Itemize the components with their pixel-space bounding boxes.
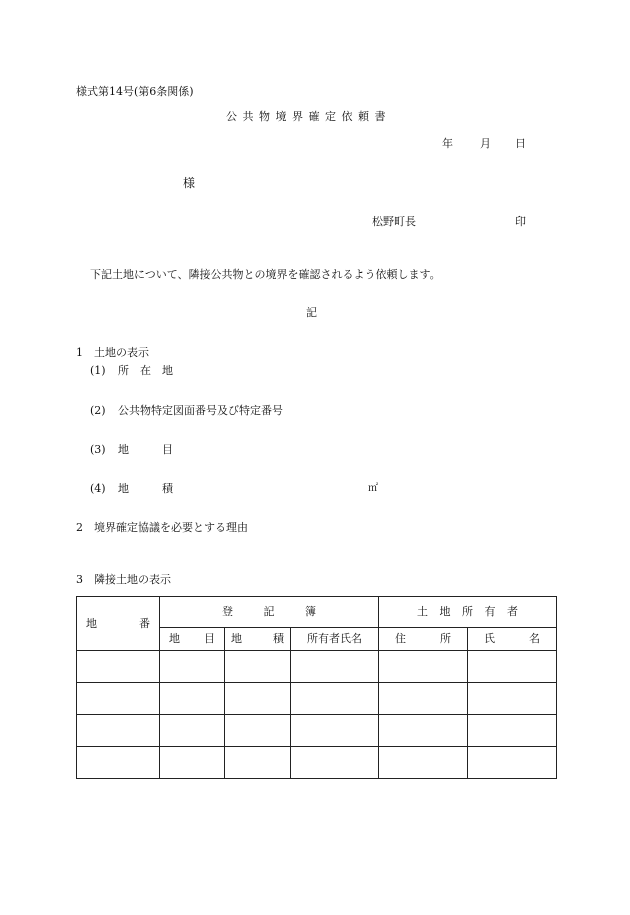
date-month: 月	[480, 137, 491, 150]
table-cell	[291, 715, 379, 747]
table-cell	[291, 747, 379, 779]
header-owner-c: 所	[462, 605, 474, 618]
item3-num: (3)	[90, 443, 106, 456]
header-touki-a: 登	[222, 605, 233, 618]
table-cell	[468, 651, 557, 683]
sender-name: 松野町長	[372, 215, 416, 228]
header-touki	[160, 597, 379, 628]
table-cell	[379, 651, 468, 683]
table-cell	[468, 683, 557, 715]
table-cell	[291, 683, 379, 715]
item1-num: (1)	[90, 364, 106, 377]
section3-heading: 3 隣接土地の表示	[76, 573, 171, 586]
header-address-a: 住	[395, 632, 407, 645]
header-owner-a: 土	[417, 605, 429, 618]
table-cell	[379, 747, 468, 779]
table-cell	[291, 651, 379, 683]
header-owner-name: 所有者氏名	[291, 628, 379, 651]
table-row	[77, 683, 557, 715]
section2-heading: 2 境界確定協議を必要とする理由	[76, 521, 248, 534]
document-title: 公共物境界確定依頼書	[226, 110, 391, 123]
header-chimoku	[160, 628, 225, 651]
table-cell	[77, 651, 160, 683]
table-row	[77, 651, 557, 683]
table-cell	[77, 715, 160, 747]
header-touki-c: 簿	[305, 605, 317, 618]
seal-mark: 印	[515, 215, 526, 228]
item3-label: 地 目	[118, 443, 173, 456]
table-cell	[160, 747, 225, 779]
header-address-b: 所	[440, 632, 452, 645]
item4-num: (4)	[90, 482, 106, 495]
header-chiban-b: 番	[139, 616, 150, 630]
table-cell	[160, 651, 225, 683]
header-shimei	[468, 628, 557, 651]
table-cell	[468, 747, 557, 779]
header-shimei-a: 氏	[484, 632, 496, 645]
date-year: 年	[442, 137, 453, 150]
table-cell	[160, 715, 225, 747]
header-owner-b: 地	[439, 605, 451, 618]
form-number: 様式第14号(第6条関係)	[76, 85, 194, 98]
table-cell	[225, 715, 291, 747]
table-row	[77, 747, 557, 779]
table-cell	[77, 747, 160, 779]
adjacent-land-table	[76, 596, 557, 779]
item4-label: 地 積	[118, 482, 173, 495]
header-shimei-b: 名	[529, 632, 541, 645]
header-chiban-a: 地	[86, 616, 97, 630]
table-cell	[225, 683, 291, 715]
table-cell	[379, 715, 468, 747]
section1-heading: 1 土地の表示	[76, 346, 149, 359]
header-touki-b: 記	[263, 605, 275, 618]
header-chiban	[77, 597, 160, 651]
header-owner-d: 有	[484, 605, 496, 618]
body-text: 下記土地について、隣接公共物との境界を確認されるよう依頼します。	[90, 268, 441, 281]
ki-label: 記	[306, 306, 317, 319]
item2-label: 公共物特定図面番号及び特定番号	[118, 404, 283, 417]
table-cell	[77, 683, 160, 715]
item2-num: (2)	[90, 404, 106, 417]
header-chimoku-b: 目	[204, 632, 215, 645]
header-owner-group	[379, 597, 557, 628]
header-chiseki	[225, 628, 291, 651]
table-cell	[160, 683, 225, 715]
header-chiseki-a: 地	[231, 632, 242, 645]
table-row	[77, 715, 557, 747]
table-cell	[468, 715, 557, 747]
header-address	[379, 628, 468, 651]
header-chiseki-b: 積	[273, 632, 284, 645]
date-day: 日	[515, 137, 526, 150]
area-unit: ㎡	[368, 483, 378, 494]
table-cell	[225, 747, 291, 779]
header-owner-e: 者	[507, 605, 519, 618]
item1-label: 所 在 地	[118, 364, 173, 377]
table-cell	[379, 683, 468, 715]
header-chimoku-a: 地	[169, 632, 180, 645]
addressee-suffix: 様	[183, 176, 196, 190]
table-cell	[225, 651, 291, 683]
